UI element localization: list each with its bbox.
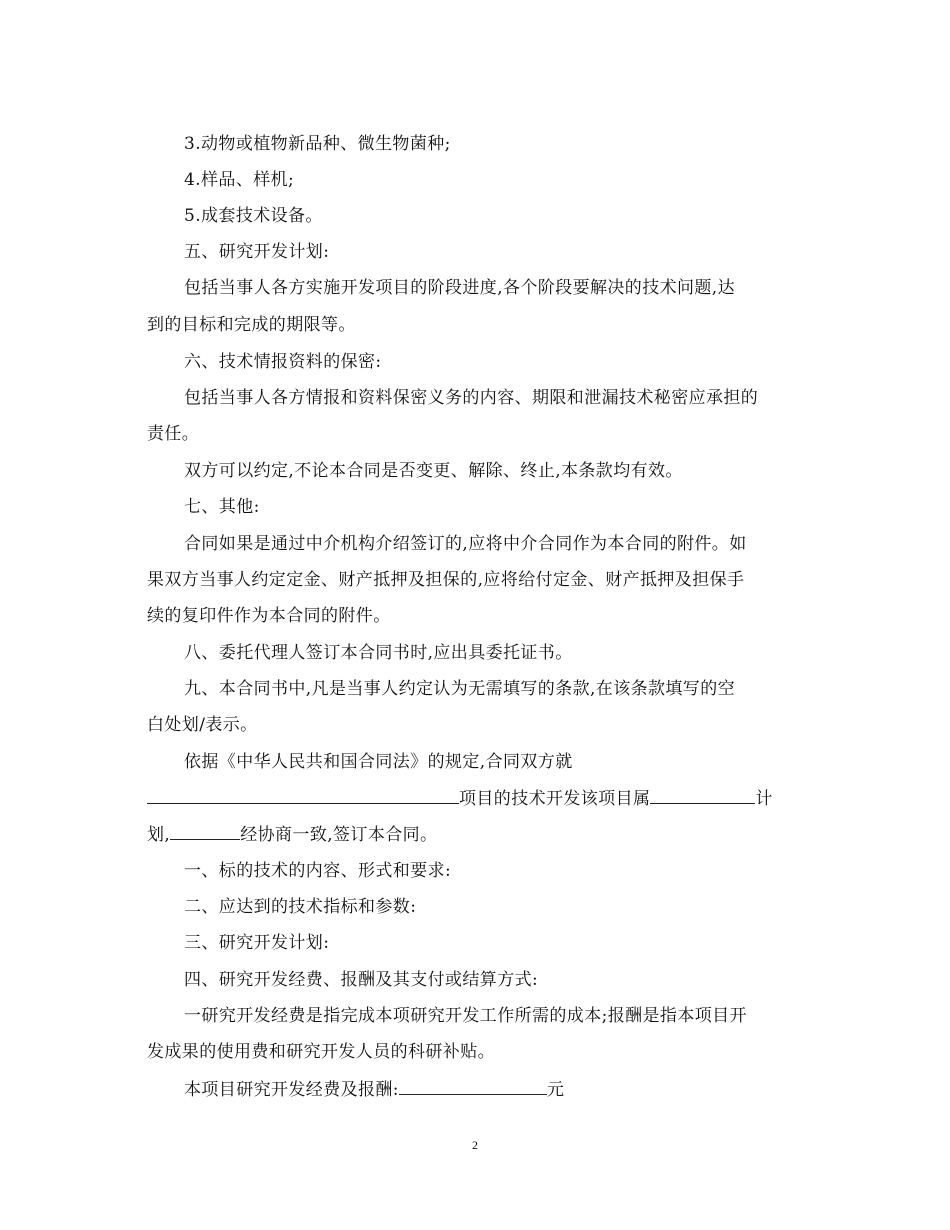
section-heading-7: 七、其他: — [184, 497, 260, 517]
paragraph-line: 包括当事人各方实施开发项目的阶段进度,各个阶段要解决的技术问题,达 — [184, 278, 736, 298]
list-item-4: 4.样品、样机; — [184, 170, 295, 190]
section-heading-3: 三、研究开发计划: — [184, 933, 330, 953]
paragraph-line: 依据《中华人民共和国合同法》的规定,合同双方就 — [184, 752, 573, 772]
fill-in-text: 划, — [147, 825, 171, 845]
list-item-5: 5.成套技术设备。 — [184, 206, 323, 226]
section-heading-8: 八、委托代理人签订本合同书时,应出具委托证书。 — [184, 643, 573, 663]
paragraph-line: 果双方当事人约定定金、财产抵押及担保的,应将给付定金、财产抵押及担保手 — [147, 570, 745, 590]
paragraph-line: 双方可以约定,不论本合同是否变更、解除、终止,本条款均有效。 — [184, 461, 683, 481]
fill-in-text: 元 — [546, 1080, 565, 1100]
fill-in-line — [147, 821, 807, 847]
paragraph-line: 一研究开发经费是指完成本项研究开发工作所需的成本;报酬是指本项目开 — [184, 1006, 747, 1026]
paragraph-line: 包括当事人各方情报和资料保密义务的内容、期限和泄漏技术秘密应承担的 — [184, 388, 759, 408]
list-item-3: 3.动物或植物新品种、微生物菌种; — [184, 134, 451, 154]
paragraph-line: 到的目标和完成的期限等。 — [147, 315, 356, 335]
fill-in-text: 计 — [755, 789, 773, 809]
paragraph-line: 白处划/表示。 — [147, 715, 258, 735]
fill-in-text: 项目的技术开发该项目属 — [459, 789, 651, 809]
fill-in-text: 经协商一致,签订本合同。 — [240, 825, 438, 845]
section-heading-4: 四、研究开发经费、报酬及其支付或结算方式: — [184, 970, 539, 990]
funding-amount-blank[interactable] — [399, 1076, 547, 1095]
project-name-blank[interactable] — [147, 785, 459, 804]
paragraph-line: 发成果的使用费和研究开发人员的科研补贴。 — [147, 1042, 495, 1062]
paragraph-line: 责任。 — [147, 424, 200, 444]
section-heading-5: 五、研究开发计划: — [184, 242, 330, 262]
fill-in-line — [147, 785, 807, 811]
section-heading-2: 二、应达到的技术指标和参数: — [184, 897, 417, 917]
page-number: 2 — [472, 1138, 478, 1152]
section-heading-6: 六、技术情报资料的保密: — [184, 352, 382, 372]
fill-in-text: 本项目研究开发经费及报酬: — [184, 1080, 399, 1100]
paragraph-line: 续的复印件作为本合同的附件。 — [147, 606, 391, 626]
plan-type-blank[interactable] — [650, 785, 755, 804]
section-heading-9: 九、本合同书中,凡是当事人约定认为无需填写的条款,在该条款填写的空 — [184, 679, 736, 699]
section-heading-1: 一、标的技术的内容、形式和要求: — [184, 861, 452, 881]
date-blank[interactable] — [170, 821, 240, 840]
paragraph-line: 合同如果是通过中介机构介绍签订的,应将中介合同作为本合同的附件。如 — [184, 534, 747, 554]
fill-in-line — [184, 1076, 807, 1102]
